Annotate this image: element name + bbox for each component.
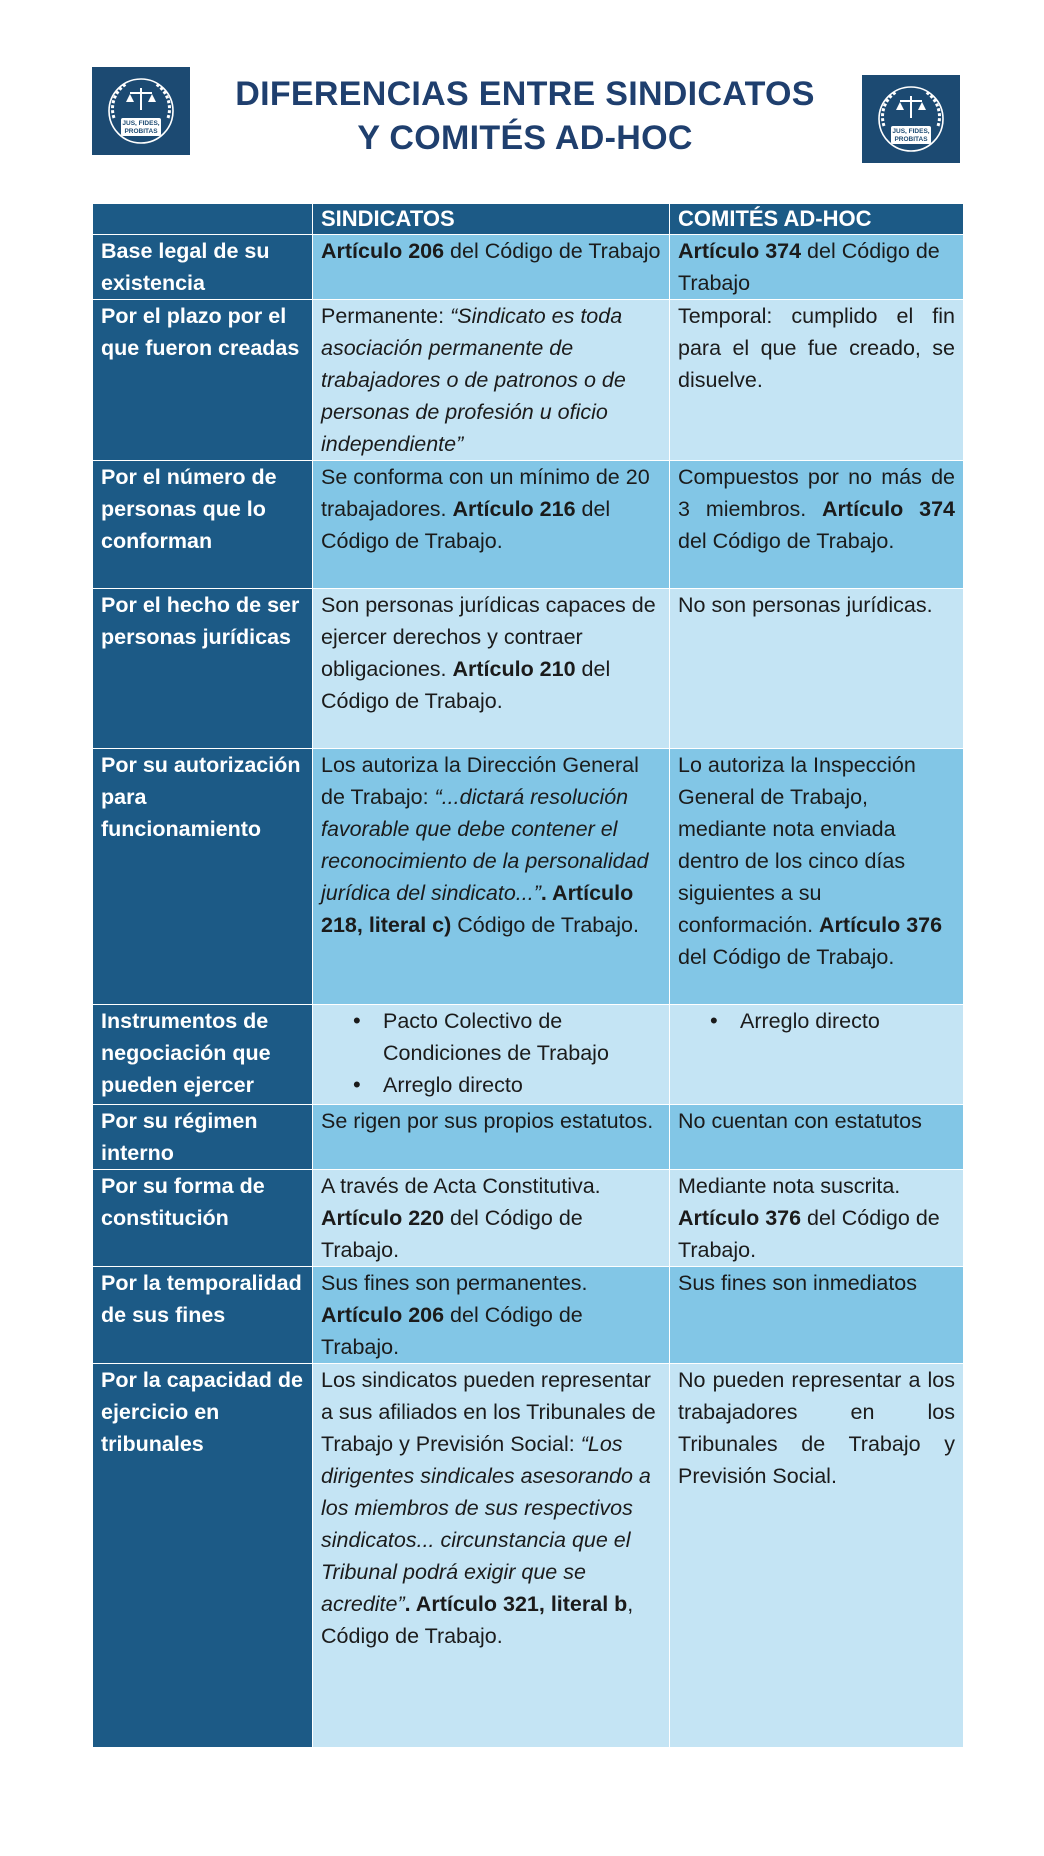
table-row: [93, 1267, 964, 1364]
text-run: Son personas jurídicas capaces de ejercer derechos y contraer obligaciones.: [321, 593, 656, 681]
comites-cell: [670, 1005, 964, 1105]
text-run: Sus fines son inmediatos: [678, 1271, 918, 1295]
text-run: Mediante nota suscrita.: [678, 1174, 901, 1198]
table-row: [93, 749, 964, 1005]
table-row: [93, 461, 964, 589]
text-run: Temporal: cumplido el fin para el que fue creado, se disuelve.: [678, 304, 955, 392]
comites-cell: [670, 1364, 964, 1748]
sindicatos-cell: [313, 1105, 670, 1170]
text-run: del Código de Trabajo: [678, 239, 940, 295]
text-bold: Artículo 216: [452, 497, 576, 521]
text-bold: Artículo 376: [678, 1206, 802, 1230]
row-header: Instrumentos de negociación que pueden ejercer: [93, 1005, 313, 1105]
logo-text-1: JUS, FIDES,: [892, 128, 930, 135]
title-line-1: DIFERENCIAS ENTRE SINDICATOS: [235, 75, 815, 113]
text-run: Los sindicatos pueden representar a sus afiliados en los Tribunales de Trabajo y Previsión Social:: [321, 1368, 656, 1456]
sindicatos-instruments-list: [321, 1005, 661, 1101]
row-header: Por el hecho de ser personas jurídicas: [93, 589, 313, 749]
row-header: Por el plazo por el que fueron creadas: [93, 300, 313, 461]
logo-text-2: PROBITAS: [124, 128, 158, 135]
text-run: del Código de Trabajo: [444, 239, 661, 263]
text-run: Permanente:: [321, 304, 451, 328]
text-run: Código de Trabajo.: [451, 913, 639, 937]
text-run: del Código de Trabajo.: [321, 1206, 583, 1262]
text-run: del Código de Trabajo.: [678, 529, 895, 553]
text-bold: Artículo 206: [321, 1303, 445, 1327]
text-bold: Artículo 376: [819, 913, 943, 937]
title-line-2: Y COMITÉS AD-HOC: [357, 119, 693, 157]
row-header: Por su forma de constitución: [93, 1170, 313, 1267]
row-header: Base legal de su existencia: [93, 235, 313, 300]
text-bold: . Artículo 321, literal b: [404, 1592, 628, 1616]
table-row: [93, 1105, 964, 1170]
comites-cell: [670, 749, 964, 1005]
row-header: Por su autorización para funcionamiento: [93, 749, 313, 1005]
comites-cell: [670, 300, 964, 461]
text-run: del Código de Trabajo.: [321, 1303, 583, 1359]
text-bold: Artículo 374: [822, 497, 955, 521]
table-row: [93, 235, 964, 300]
header-sindicatos: SINDICATOS: [313, 204, 670, 235]
row-header: Por el número de personas que lo conforman: [93, 461, 313, 589]
comites-instruments-list: [678, 1005, 955, 1037]
sindicatos-cell: [313, 1005, 670, 1105]
page-title: [210, 72, 840, 160]
text-run: Lo autoriza la Inspección General de Trabajo, mediante nota enviada dentro de los cinco días siguientes a su conformación.: [678, 753, 916, 937]
header-comites: COMITÉS AD-HOC: [670, 204, 964, 235]
text-run: A través de Acta Constitutiva.: [321, 1174, 601, 1198]
text-italic: “Sindicato es toda asociación permanente de trabajadores o de patronos o de personas de profesión u oficio independiente”: [321, 304, 626, 456]
sindicatos-cell: [313, 749, 670, 1005]
text-run: No pueden representar a los trabajadores en los Tribunales de Trabajo y Previsión Social.: [678, 1368, 955, 1488]
row-header: Por su régimen interno: [93, 1105, 313, 1170]
sindicatos-cell: [313, 300, 670, 461]
table-row: [93, 1170, 964, 1267]
table-row: [93, 1364, 964, 1748]
text-run: No son personas jurídicas.: [678, 593, 933, 617]
text-bold: Artículo 206: [321, 239, 445, 263]
text-italic: “...dictará resolución favorable que debe contener el reconocimiento de la personalidad jurídica del sindicato...”: [321, 785, 649, 905]
table-row: [93, 300, 964, 461]
row-header: Por la temporalidad de sus fines: [93, 1267, 313, 1364]
logo-text-2: PROBITAS: [894, 136, 928, 143]
scales-laurel-emblem-icon: [100, 74, 182, 148]
logo-right: [862, 75, 960, 163]
logo-left: [92, 67, 190, 155]
sindicatos-cell: [313, 1364, 670, 1748]
text-bold: Artículo 210: [452, 657, 576, 681]
table-header-row: [93, 204, 964, 235]
text-run: del Código de Trabajo.: [321, 657, 611, 713]
text-bold: Artículo 220: [321, 1206, 445, 1230]
text-run: Se conforma con un mínimo de 20 trabajadores.: [321, 465, 650, 521]
logo-text-1: JUS, FIDES,: [122, 120, 160, 127]
sindicatos-cell: [313, 1170, 670, 1267]
header-blank: [93, 204, 313, 235]
sindicatos-cell: [313, 235, 670, 300]
comites-cell: [670, 1267, 964, 1364]
text-bold: Artículo 374: [678, 239, 802, 263]
comites-cell: [670, 589, 964, 749]
row-header: Por la capacidad de ejercicio en tribunales: [93, 1364, 313, 1748]
table-row: [93, 589, 964, 749]
comites-cell: [670, 461, 964, 589]
text-run: Los autoriza la Dirección General de Trabajo:: [321, 753, 639, 809]
comparison-table: [92, 203, 964, 1748]
list-item: • Arreglo directo: [353, 1069, 661, 1101]
text-run: Sus fines son permanentes.: [321, 1271, 588, 1295]
text-run: del Código de Trabajo.: [321, 497, 611, 553]
text-italic: “Los dirigentes sindicales asesorando a los miembros de sus respectivos sindicatos... circunstancia que el Tribunal podrá exigir que se acredite”: [321, 1432, 651, 1616]
list-item: • Pacto Colectivo de Condiciones de Trabajo: [353, 1005, 661, 1069]
sindicatos-cell: [313, 1267, 670, 1364]
text-run: No cuentan con estatutos: [678, 1109, 922, 1133]
text-run: Compuestos por no más de 3 miembros.: [678, 465, 955, 521]
comites-cell: [670, 1170, 964, 1267]
text-run: del Código de Trabajo.: [678, 945, 895, 969]
scales-laurel-emblem-icon: [870, 82, 952, 156]
comites-cell: [670, 1105, 964, 1170]
list-item: • Arreglo directo: [710, 1005, 955, 1037]
table-row: [93, 1005, 964, 1105]
text-run: del Código de Trabajo.: [678, 1206, 940, 1262]
text-run: Se rigen por sus propios estatutos.: [321, 1109, 654, 1133]
sindicatos-cell: [313, 589, 670, 749]
text-run: , Código de Trabajo.: [321, 1592, 634, 1648]
comites-cell: [670, 235, 964, 300]
text-bold: . Artículo 218, literal c): [321, 881, 634, 937]
sindicatos-cell: [313, 461, 670, 589]
